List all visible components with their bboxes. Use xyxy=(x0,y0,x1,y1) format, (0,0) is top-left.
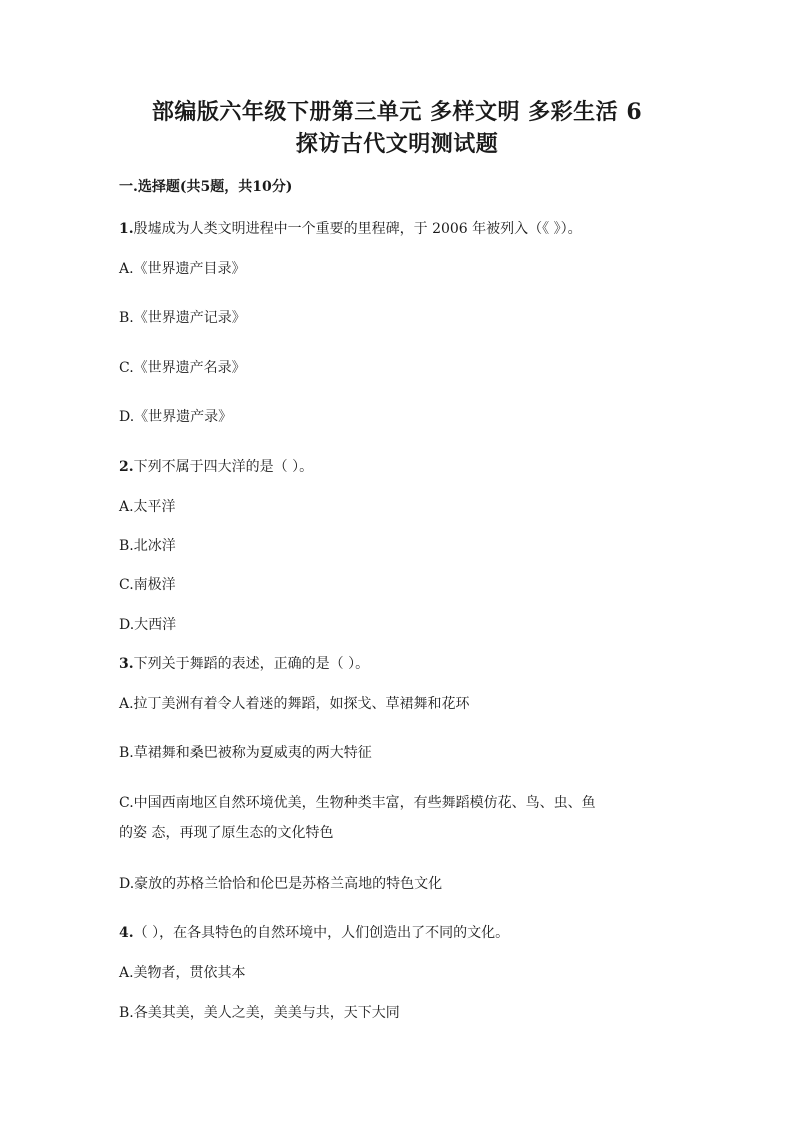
question-3-option-c-continued: 的姿 态，再现了原生态的文化特色 xyxy=(119,825,334,841)
question-3-option-c: C.中国西南地区自然环境优美，生物种类丰富，有些舞蹈模仿花、鸟、虫、鱼 xyxy=(119,795,596,811)
question-4-option-b: B.各美其美，美人之美，美美与共，天下大同 xyxy=(119,1005,400,1021)
question-3-option-b: B.草裙舞和桑巴被称为夏威夷的两大特征 xyxy=(119,745,372,761)
question-1-option-d: D.《世界遗产录》 xyxy=(119,409,233,425)
question-stem: 殷墟成为人类文明进程中一个重要的里程碑，于 2006 年被列入（《 》）。 xyxy=(133,221,582,237)
question-3-option-a: A.拉丁美洲有着令人着迷的舞蹈，如探戈、草裙舞和花环 xyxy=(119,696,470,712)
question-2 xyxy=(119,456,313,476)
question-1-option-c: C.《世界遗产名录》 xyxy=(119,360,246,376)
question-1-option-a: A.《世界遗产目录》 xyxy=(119,261,246,277)
question-3 xyxy=(119,653,369,673)
question-3-option-d: D.豪放的苏格兰恰恰和伦巴是苏格兰高地的特色文化 xyxy=(119,876,443,892)
question-1 xyxy=(119,218,582,238)
question-2-option-a: A.太平洋 xyxy=(119,499,176,515)
question-4-option-a: A.美物者，贯依其本 xyxy=(119,965,246,981)
question-stem: （ ），在各具特色的自然环境中，人们创造出了不同的文化。 xyxy=(133,925,510,941)
question-1-option-b: B.《世界遗产记录》 xyxy=(119,310,246,326)
question-stem: 下列不属于四大洋的是（ ）。 xyxy=(133,459,314,475)
question-number: 4. xyxy=(119,925,134,941)
document-title-line-1: 部编版六年级下册第三单元 多样文明 多彩生活 6 xyxy=(151,99,643,125)
question-4 xyxy=(119,922,509,942)
document-title-line-2: 探访古代文明测试题 xyxy=(295,131,499,157)
section-heading: 一.选择题(共5题，共10分) xyxy=(119,179,293,195)
question-2-option-d: D.大西洋 xyxy=(119,617,177,633)
question-stem: 下列关于舞蹈的表述，正确的是（ ）。 xyxy=(133,656,370,672)
question-2-option-b: B.北冰洋 xyxy=(119,538,176,554)
question-number: 2. xyxy=(119,459,134,475)
question-2-option-c: C.南极洋 xyxy=(119,577,176,593)
question-number: 1. xyxy=(119,221,134,237)
question-number: 3. xyxy=(119,656,134,672)
